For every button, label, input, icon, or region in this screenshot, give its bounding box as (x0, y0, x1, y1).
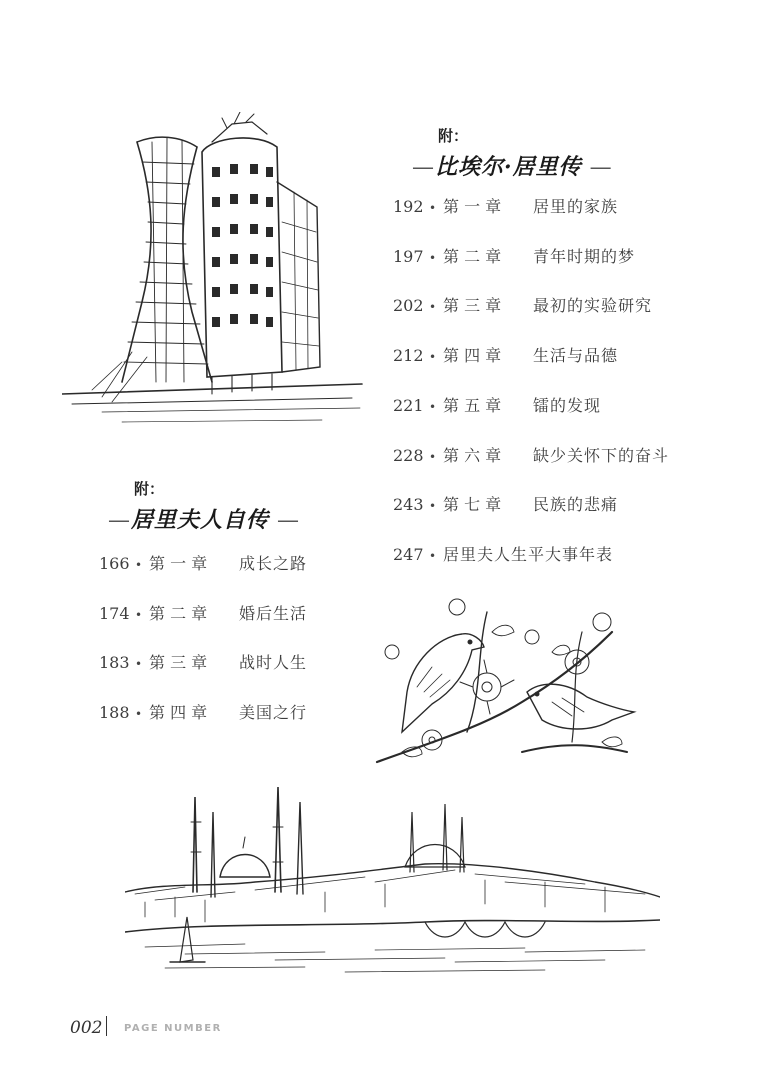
toc-chapter: 第 三 章 (149, 653, 208, 672)
toc-entry[interactable] (393, 395, 601, 417)
birds-flowers-sketch-icon (372, 592, 642, 777)
toc-page: 188 (99, 702, 130, 722)
toc-entry[interactable] (393, 295, 652, 317)
toc-page: 212 (393, 346, 424, 366)
toc-chapter: 第 二 章 (443, 246, 502, 266)
toc-entry[interactable] (99, 652, 307, 674)
toc-chapter: 第 二 章 (149, 603, 208, 623)
dash-decoration: — (269, 508, 301, 533)
toc-title: 成长之路 (239, 554, 308, 573)
toc-page: 183 (99, 653, 130, 672)
toc-title: 战时人生 (239, 653, 308, 672)
bullet-dot-icon: • (429, 449, 437, 464)
toc-title: 居里的家族 (533, 197, 619, 216)
toc-title: 青年时期的梦 (533, 246, 636, 266)
toc-page: 197 (393, 246, 424, 266)
toc-page: 243 (393, 495, 424, 515)
toc-page: 202 (393, 296, 424, 316)
toc-title: 居里夫人生平大事年表 (443, 544, 614, 564)
toc-page: 228 (393, 445, 424, 465)
toc-entry[interactable] (99, 702, 307, 724)
section-right-title (412, 150, 613, 181)
bullet-dot-icon: • (429, 499, 437, 514)
toc-chapter: 第 四 章 (149, 702, 208, 722)
page-number-label: PAGE NUMBER (124, 1023, 222, 1034)
toc-entry[interactable] (393, 246, 635, 268)
bullet-dot-icon: • (135, 607, 143, 622)
toc-title: 缺少关怀下的奋斗 (533, 445, 670, 465)
bullet-dot-icon: • (135, 706, 143, 721)
toc-chapter: 第 七 章 (443, 495, 502, 515)
bullet-dot-icon: • (429, 350, 437, 365)
toc-chapter: 第 一 章 (149, 554, 208, 573)
toc-entry[interactable] (393, 196, 618, 218)
toc-entry[interactable] (393, 445, 669, 467)
toc-entry[interactable] (99, 603, 307, 625)
bullet-dot-icon: • (135, 657, 143, 671)
bullet-dot-icon: • (429, 250, 437, 265)
toc-title: 镭的发现 (533, 395, 602, 415)
city-skyline-sketch-icon (125, 782, 660, 982)
toc-title: 民族的悲痛 (533, 495, 619, 515)
toc-entry[interactable] (393, 544, 613, 566)
section-left-title-text: 居里夫人自传 (131, 507, 270, 533)
toc-chapter: 第 五 章 (443, 395, 502, 415)
bullet-dot-icon: • (429, 300, 437, 315)
section-right-fu-label: 附： (438, 127, 469, 145)
section-left-title (108, 503, 300, 534)
toc-chapter: 第 三 章 (443, 296, 502, 316)
bullet-dot-icon: • (135, 558, 143, 572)
dash-decoration: — (581, 155, 613, 180)
footer-divider (106, 1016, 107, 1036)
section-right-title-text: 比埃尔·居里传 (435, 154, 582, 180)
bullet-dot-icon: • (429, 201, 437, 215)
toc-page: 192 (393, 197, 424, 216)
toc-entry[interactable] (99, 553, 307, 575)
toc-chapter: 第 六 章 (443, 445, 502, 465)
section-left-fu-label: 附： (134, 480, 165, 498)
toc-entry[interactable] (393, 494, 618, 516)
building-sketch-icon (62, 112, 367, 437)
bullet-dot-icon: • (429, 399, 437, 414)
dash-decoration: — (108, 508, 131, 533)
toc-page: 221 (393, 395, 424, 415)
toc-title: 婚后生活 (239, 603, 308, 623)
toc-title: 美国之行 (239, 702, 308, 722)
toc-chapter: 第 一 章 (443, 197, 502, 216)
page-number: 002 (70, 1018, 103, 1038)
toc-page: 247 (393, 544, 424, 564)
toc-title: 生活与品德 (533, 346, 619, 366)
toc-page: 174 (99, 603, 130, 623)
dash-decoration: — (412, 155, 435, 180)
toc-entry[interactable] (393, 345, 618, 367)
toc-chapter: 第 四 章 (443, 346, 502, 366)
toc-title: 最初的实验研究 (533, 296, 653, 316)
bullet-dot-icon: • (429, 548, 437, 563)
toc-page: 166 (99, 554, 130, 573)
